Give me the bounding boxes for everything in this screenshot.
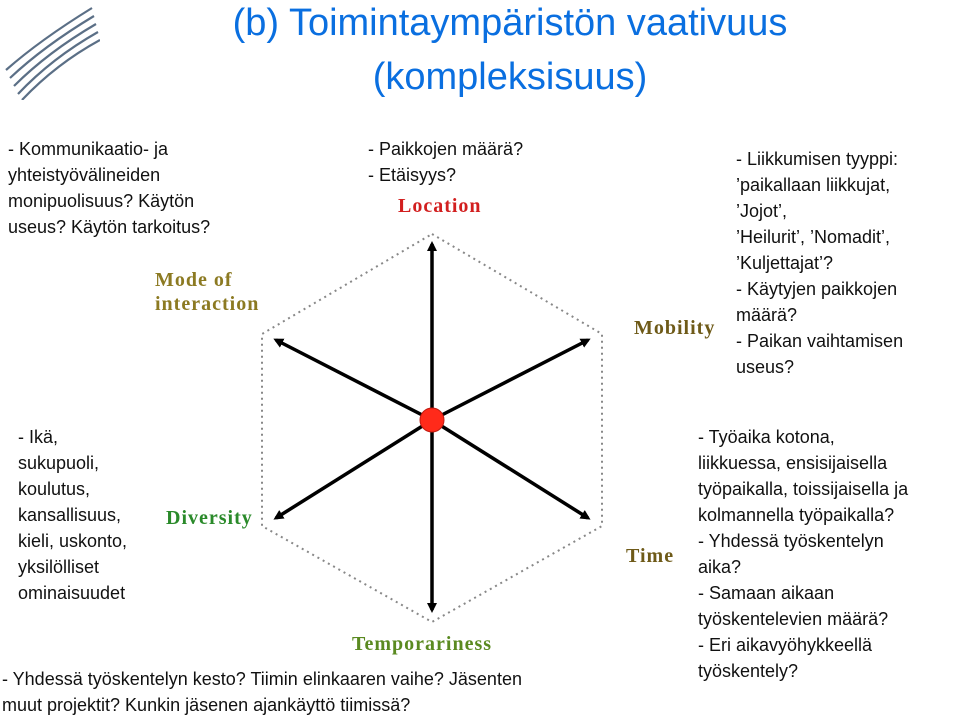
note-location: - Paikkojen määrä? - Etäisyys? [368, 139, 524, 185]
note-temporariness: - Yhdessä työskentelyn kesto? Tiimin elinkaaren vaihe? Jäsenten muut projektit? Kunkin jäsenen ajankäyttö tiimissä? [2, 669, 522, 715]
label-diversity: Diversity [166, 507, 253, 529]
label-mode-of-interaction: Mode of interaction [155, 269, 260, 315]
center-dot [420, 408, 444, 432]
note-diversity: - Ikä, sukupuoli, koulutus, kansallisuus, kieli, uskonto, yksilölliset ominaisuudet [18, 427, 128, 603]
note-mode-of-interaction: - Kommunikaatio- ja yhteistyövälineiden monipuolisuus? Käytön useus? Käytön tarkoitus? [8, 139, 211, 237]
label-temporariness: Temporariness [352, 633, 493, 655]
title-line-2: (kompleksisuus) [372, 56, 648, 98]
note-mobility: - Liikkumisen tyyppi: ’paikallaan liikkujat, ’Jojot’, ’Heilurit’, ’Nomadit’, ’Kuljettajat’? - Käytyjen paikkojen määrä? - Paikan vaihtamisen useus? [736, 149, 904, 377]
label-location: Location [398, 195, 482, 217]
arrow-diversity [276, 420, 432, 518]
arrow-mobility [432, 340, 588, 420]
arrow-mode-of-interaction [276, 340, 432, 420]
note-time: - Työaika kotona, liikkuessa, ensisijaisella työpaikalla, toissijaisella ja kolmannella työpaikalla? - Yhdessä työskentelyn aika? - Samaan aikaan työskentelevien määrä? - Eri aikavyöhykkeellä työskentely? [698, 427, 909, 681]
title-line-1: (b) Toimintaympäristön vaativuus [232, 2, 788, 44]
label-mobility: Mobility [634, 317, 716, 339]
label-time: Time [626, 545, 675, 567]
arrow-time [432, 420, 588, 518]
